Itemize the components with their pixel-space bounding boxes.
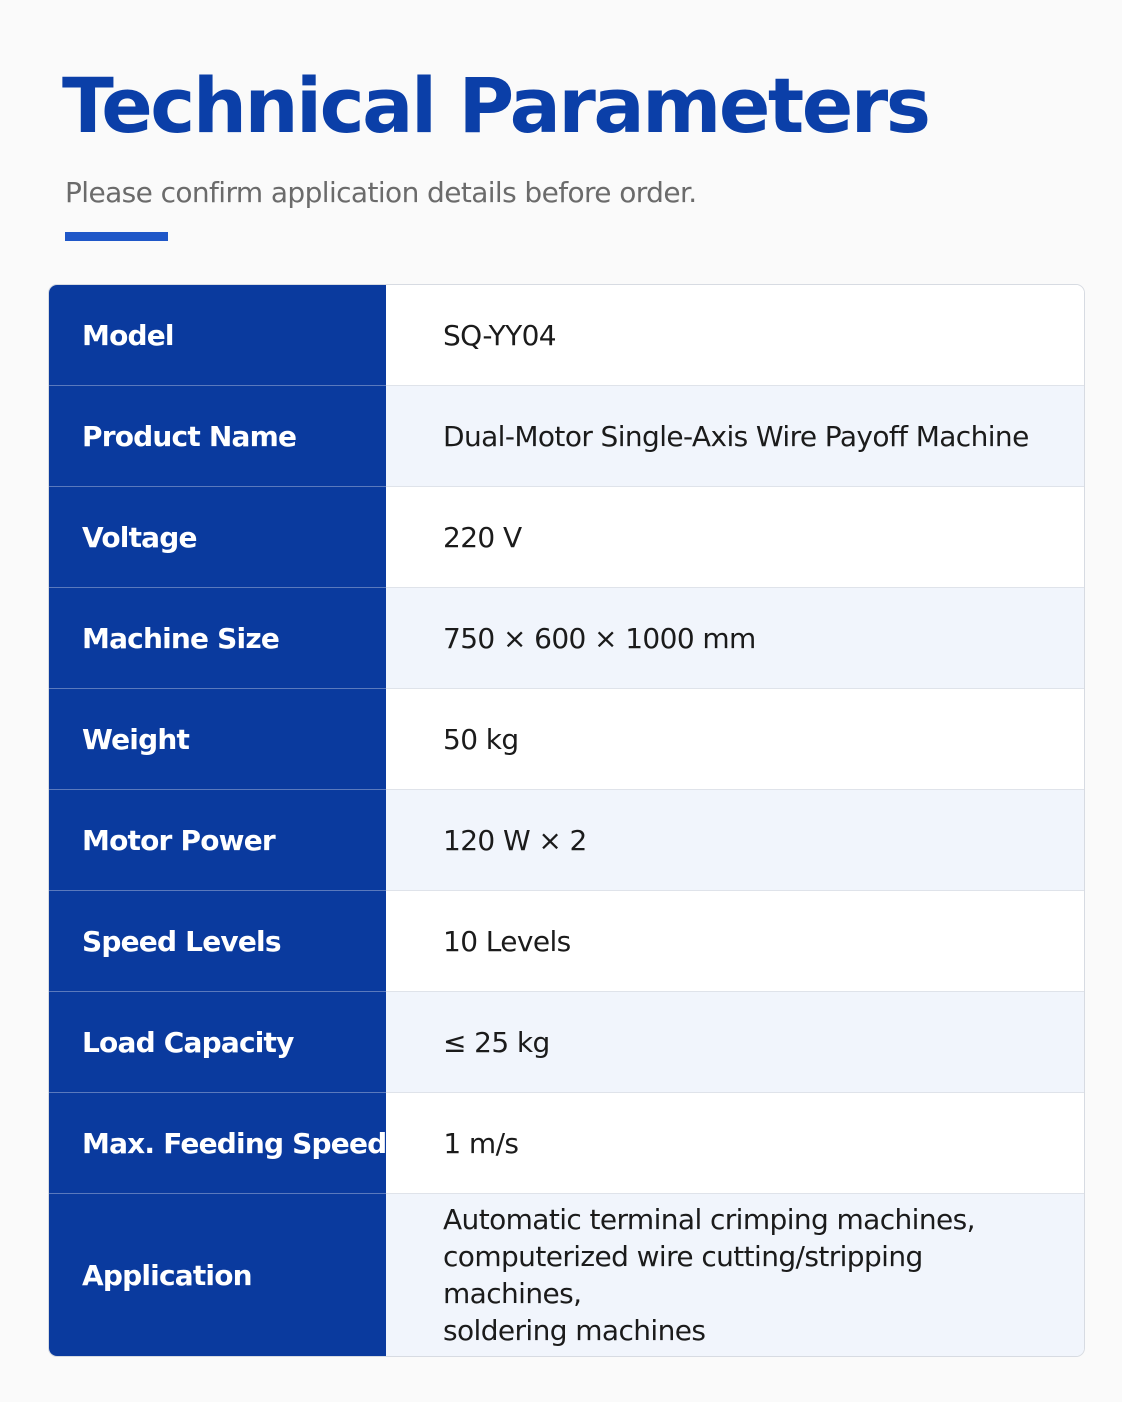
spec-row-machine-size (49, 588, 1084, 689)
spec-label: Voltage (49, 487, 386, 588)
spec-label: Machine Size (49, 588, 386, 689)
spec-label: Model (49, 285, 386, 386)
application-line: soldering machines (443, 1314, 706, 1347)
spec-value: SQ-YY04 (386, 285, 1084, 385)
application-line: computerized wire cutting/stripping machines, (443, 1240, 923, 1310)
page-title: Technical Parameters (62, 61, 929, 150)
spec-row-max-feeding-speed (49, 1093, 1084, 1194)
page-subtitle: Please confirm application details before order. (65, 176, 697, 209)
spec-value: 1 m/s (386, 1093, 1084, 1193)
spec-value: ≤ 25 kg (386, 992, 1084, 1092)
spec-label: Product Name (49, 386, 386, 487)
spec-row-load-capacity (49, 992, 1084, 1093)
spec-label: Load Capacity (49, 992, 386, 1093)
spec-table (48, 284, 1085, 1357)
spec-value: 750 × 600 × 1000 mm (386, 588, 1084, 688)
spec-value: 10 Levels (386, 891, 1084, 991)
spec-label: Weight (49, 689, 386, 790)
spec-value: Dual-Motor Single-Axis Wire Payoff Machine (386, 386, 1084, 486)
spec-label: Application (49, 1194, 386, 1356)
spec-row-motor-power (49, 790, 1084, 891)
application-lines (443, 1201, 1054, 1349)
spec-label: Motor Power (49, 790, 386, 891)
spec-value (386, 1194, 1084, 1356)
spec-label: Speed Levels (49, 891, 386, 992)
spec-row-weight (49, 689, 1084, 790)
spec-row-product-name (49, 386, 1084, 487)
spec-row-application (49, 1194, 1084, 1356)
spec-label: Max. Feeding Speed (49, 1093, 386, 1194)
spec-row-speed-levels (49, 891, 1084, 992)
title-accent-bar (65, 232, 168, 241)
application-line: Automatic terminal crimping machines, (443, 1203, 975, 1236)
spec-row-model (49, 285, 1084, 386)
spec-value: 120 W × 2 (386, 790, 1084, 890)
spec-value: 50 kg (386, 689, 1084, 789)
spec-row-voltage (49, 487, 1084, 588)
spec-value: 220 V (386, 487, 1084, 587)
